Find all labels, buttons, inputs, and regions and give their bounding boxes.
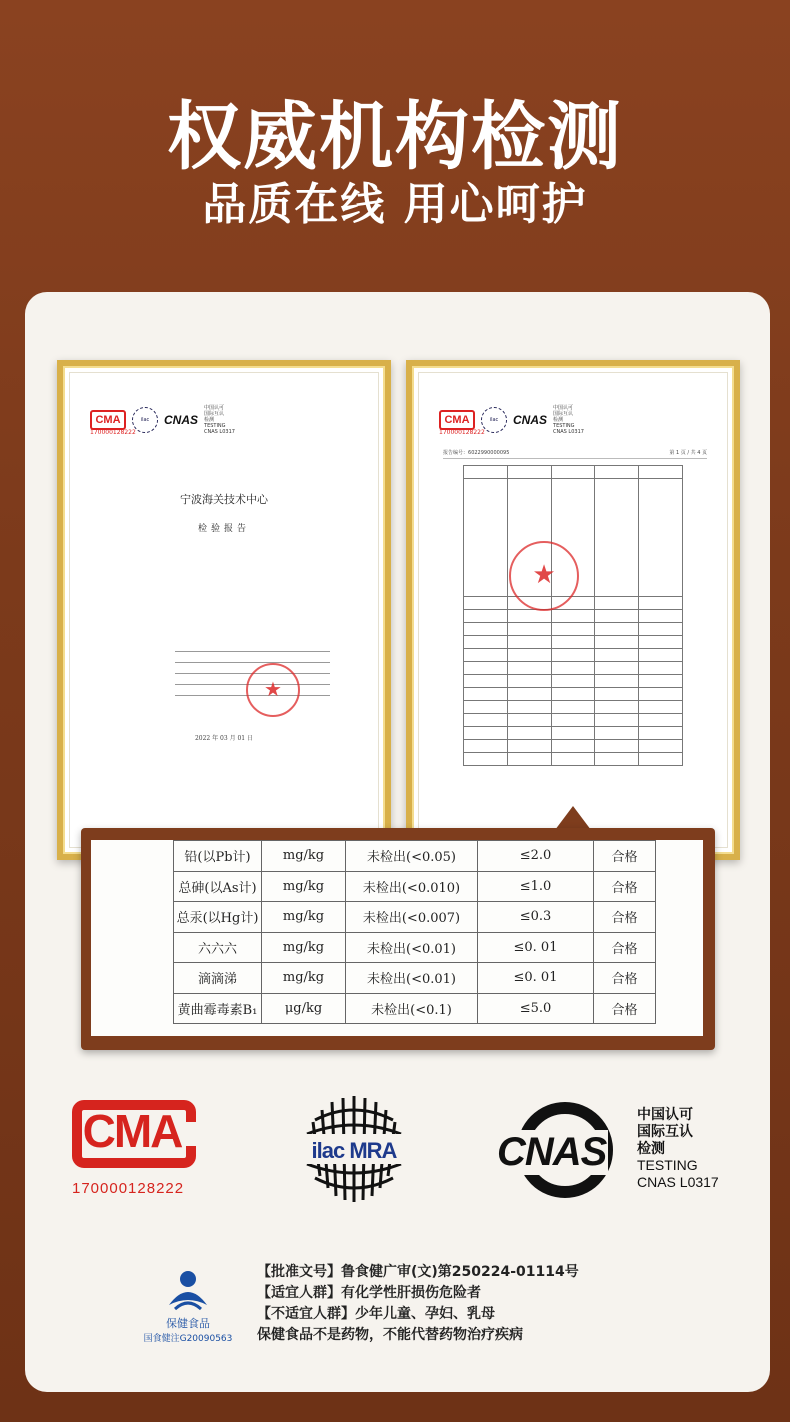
table-row bbox=[174, 871, 656, 902]
health-food-mark bbox=[133, 1267, 243, 1344]
cnas-mini-icon: CNAS bbox=[513, 413, 548, 427]
cma-icon: CMA bbox=[72, 1100, 200, 1168]
cell-item: 总砷(以As计) bbox=[174, 871, 262, 902]
ilac-mini-icon: ilac bbox=[132, 407, 158, 433]
notice-suitable-group: 【适宜人群】有化学性肝损伤危险者 bbox=[257, 1285, 481, 1301]
cell-result: 未检出(<0.007) bbox=[346, 902, 478, 933]
content-card bbox=[25, 292, 770, 1392]
cell-standard: ≤5.0 bbox=[478, 993, 594, 1024]
cell-verdict: 合格 bbox=[594, 932, 656, 963]
cell-verdict: 合格 bbox=[594, 963, 656, 994]
table-row bbox=[174, 841, 656, 872]
headline: 权威机构检测 bbox=[167, 94, 623, 180]
notice-unsuitable-group: 【不适宜人群】少年儿童、孕妇、乳母 bbox=[257, 1306, 495, 1322]
cnas-side-text bbox=[637, 1106, 719, 1191]
report-org: 宁波海关技术中心 bbox=[180, 493, 268, 506]
notice-disclaimer: 保健食品不是药物，不能代替药物治疗疾病 bbox=[257, 1327, 523, 1343]
cma-mini-icon: CMA bbox=[90, 410, 126, 430]
health-food-name: 保健食品 bbox=[166, 1317, 210, 1330]
table-row bbox=[174, 932, 656, 963]
cell-unit: μg/kg bbox=[262, 993, 346, 1024]
health-food-code: 国食健注G20090563 bbox=[143, 1334, 233, 1344]
cell-verdict: 合格 bbox=[594, 993, 656, 1024]
cell-item: 铅(以Pb计) bbox=[174, 841, 262, 872]
cell-item: 六六六 bbox=[174, 932, 262, 963]
table-row bbox=[174, 902, 656, 933]
report-page-number: 第 1 页 / 共 4 页 bbox=[669, 450, 707, 456]
table-row bbox=[174, 993, 656, 1024]
cell-result: 未检出(<0.01) bbox=[346, 932, 478, 963]
info-row bbox=[130, 654, 330, 665]
table-row bbox=[174, 963, 656, 994]
cell-item: 黄曲霉毒素B₁ bbox=[174, 993, 262, 1024]
cell-unit: mg/kg bbox=[262, 902, 346, 933]
health-food-icon bbox=[165, 1267, 211, 1313]
info-row bbox=[130, 665, 330, 676]
cnas-mini-icon: CNAS bbox=[164, 413, 199, 427]
report-cma-code: 170000128222 bbox=[439, 429, 485, 436]
subheadline: 品质在线 用心呵护 bbox=[202, 179, 588, 230]
cell-standard: ≤1.0 bbox=[478, 871, 594, 902]
zoom-callout-arrow bbox=[555, 806, 591, 830]
cell-unit: mg/kg bbox=[262, 963, 346, 994]
zoom-table-area bbox=[91, 840, 703, 1036]
cell-verdict: 合格 bbox=[594, 902, 656, 933]
cma-logo bbox=[72, 1100, 200, 1197]
cnas-side-line: TESTING bbox=[637, 1157, 698, 1173]
info-row bbox=[130, 676, 330, 687]
cell-unit: mg/kg bbox=[262, 932, 346, 963]
official-seal-icon: ★ bbox=[509, 541, 579, 611]
results-table bbox=[173, 840, 656, 1024]
report-header-line bbox=[443, 449, 707, 459]
official-seal-icon: ★ bbox=[246, 663, 300, 717]
cell-unit: mg/kg bbox=[262, 871, 346, 902]
report-number: 报告编号：6022990000095 bbox=[443, 450, 510, 456]
ilac-mra-logo bbox=[295, 1090, 413, 1208]
cell-verdict: 合格 bbox=[594, 841, 656, 872]
cma-mini-icon: CMA bbox=[439, 410, 475, 430]
report-cma-code: 170000128222 bbox=[90, 429, 136, 436]
cell-unit: mg/kg bbox=[262, 841, 346, 872]
cell-standard: ≤0. 01 bbox=[478, 963, 594, 994]
report-page-frame bbox=[406, 360, 740, 860]
cell-standard: ≤0. 01 bbox=[478, 932, 594, 963]
cell-item: 总汞(以Hg计) bbox=[174, 902, 262, 933]
ilac-mini-icon: ilac bbox=[481, 407, 507, 433]
report-title: 检验报告 bbox=[197, 524, 250, 534]
report-cover-document bbox=[69, 372, 379, 848]
report-page-document bbox=[418, 372, 728, 848]
info-row bbox=[130, 687, 330, 698]
cell-result: 未检出(<0.010) bbox=[346, 871, 478, 902]
zoom-callout bbox=[81, 828, 715, 1050]
cnas-logo bbox=[495, 1102, 625, 1202]
cma-code: 170000128222 bbox=[72, 1180, 185, 1197]
cell-result: 未检出(<0.1) bbox=[346, 993, 478, 1024]
cell-standard: ≤0.3 bbox=[478, 902, 594, 933]
cell-item: 滴滴涕 bbox=[174, 963, 262, 994]
cell-standard: ≤2.0 bbox=[478, 841, 594, 872]
cnas-mini-text: 中国认可 国际互认 检测 TESTING CNAS L0317 bbox=[204, 405, 235, 435]
report-cover-frame bbox=[57, 360, 391, 860]
report-info-rows bbox=[130, 643, 330, 698]
info-row bbox=[130, 643, 330, 654]
report-mini-table bbox=[463, 465, 683, 766]
cnas-side-line: 国际互认 bbox=[637, 1123, 693, 1139]
cnas-side-line: 中国认可 bbox=[637, 1106, 693, 1122]
report-date: 2022 年 03 月 01 日 bbox=[194, 735, 254, 742]
cnas-side-line: CNAS L0317 bbox=[637, 1174, 719, 1190]
regulatory-notice bbox=[257, 1262, 579, 1346]
cell-verdict: 合格 bbox=[594, 871, 656, 902]
notice-approval-number: 【批准文号】鲁食健广审(文)第250224-01114号 bbox=[257, 1264, 579, 1280]
cell-result: 未检出(<0.05) bbox=[346, 841, 478, 872]
cnas-mini-text: 中国认可 国际互认 检测 TESTING CNAS L0317 bbox=[553, 405, 584, 435]
cnas-side-line: 检测 bbox=[637, 1140, 665, 1156]
cnas-text: CNAS bbox=[497, 1130, 607, 1174]
cell-result: 未检出(<0.01) bbox=[346, 963, 478, 994]
ilac-mra-text: ilac MRA bbox=[311, 1138, 397, 1163]
